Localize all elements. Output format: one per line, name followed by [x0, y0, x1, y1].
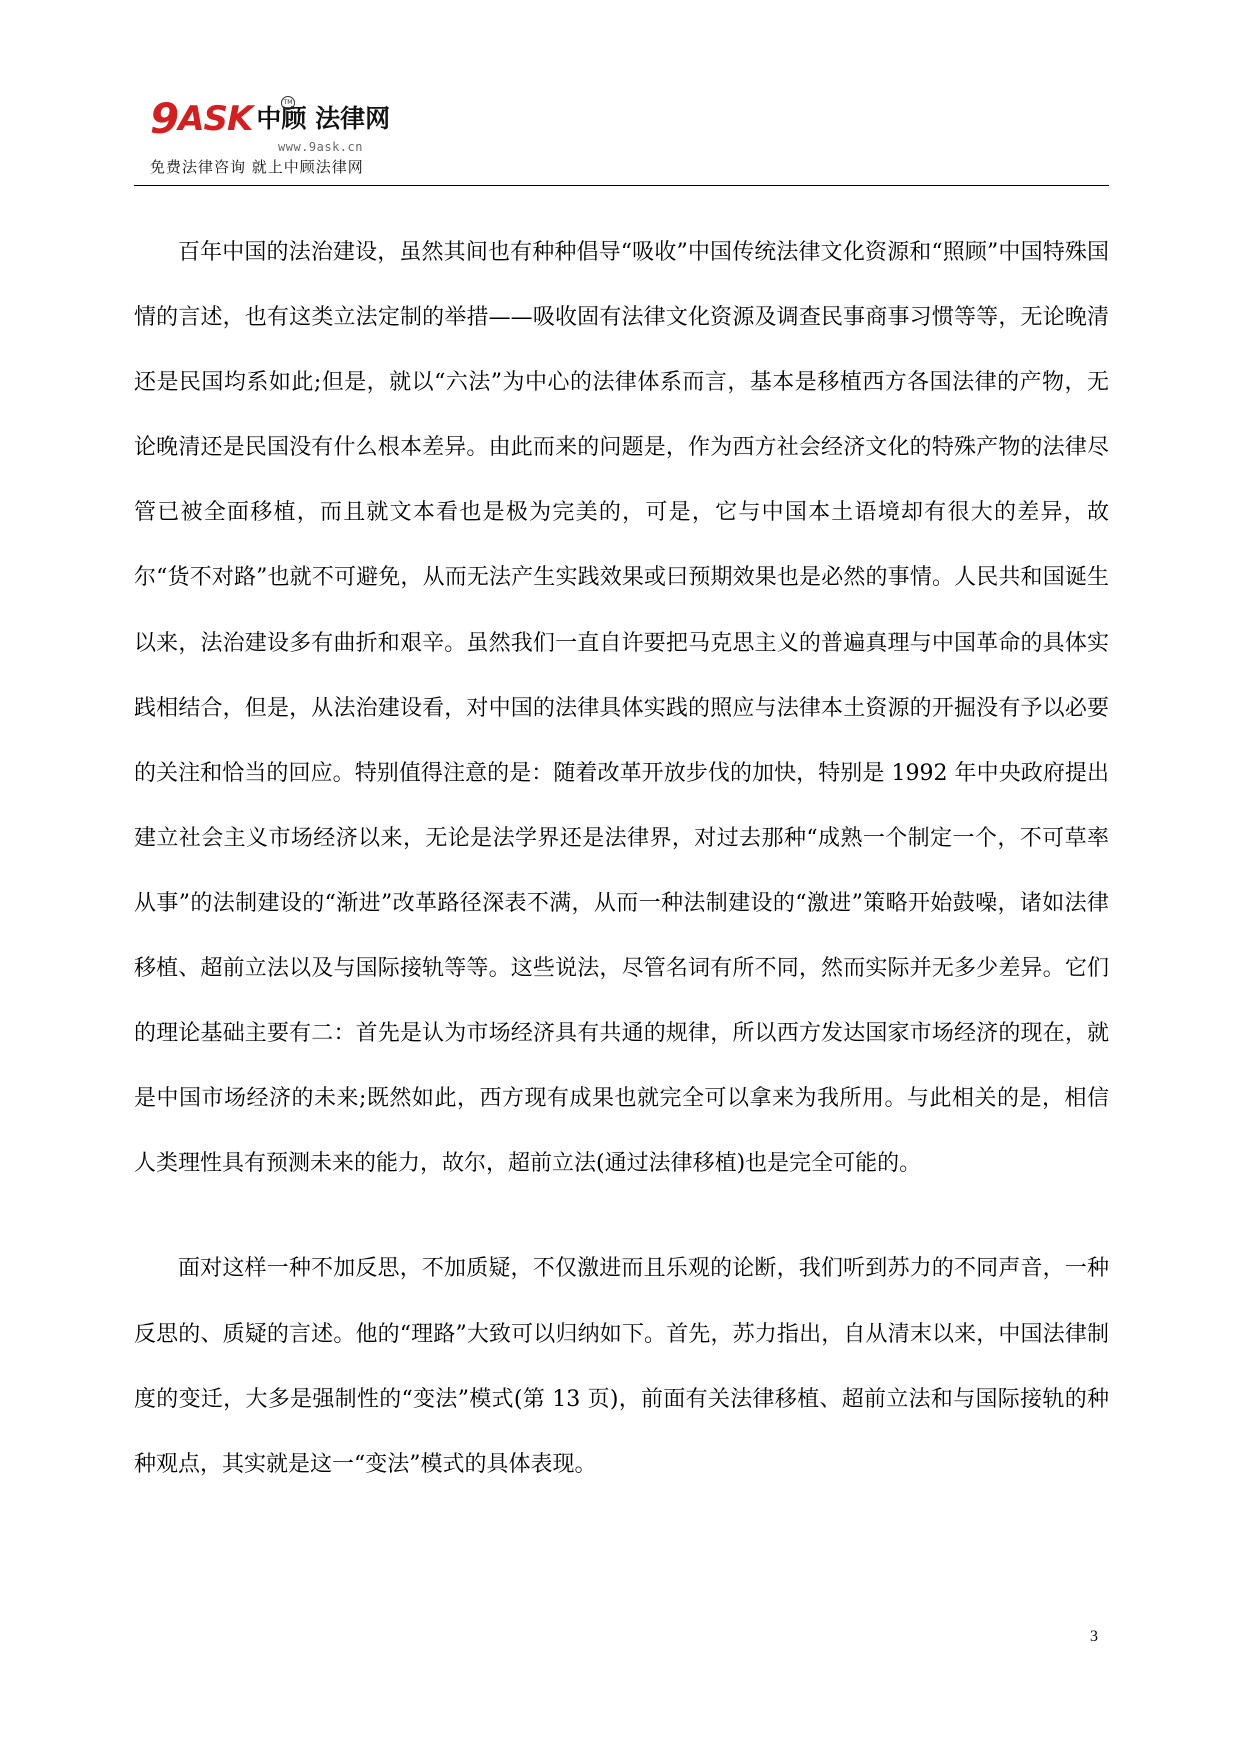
- site-logo[interactable]: [150, 96, 430, 178]
- paragraph-2: 面对这样一种不加反思，不加质疑，不仅激进而且乐观的论断，我们听到苏力的不同声音，一种反思的、质疑的言述。他的“理路”大致可以归纳如下。首先，苏力指出，自从清末以来，中国法律制度的变迁，大多是强制性的“变法”模式(第 13 页)，前面有关法律移植、超前立法和与国际接轨的种种观点，其实就是这一“变法”模式的具体表现。: [134, 1256, 1109, 1477]
- logo-ask: ASK: [178, 99, 253, 139]
- logo-slogan: 免费法律咨询 就上中顾法律网: [150, 158, 364, 176]
- logo-mark: 9: [150, 94, 178, 143]
- page-number: 3: [1090, 1628, 1098, 1645]
- header-divider: [134, 185, 1109, 186]
- logo-chinese-name: 中顾 法律网: [256, 104, 391, 133]
- paragraph-spacer: [134, 1196, 1109, 1236]
- logo-wordmark: [150, 96, 390, 142]
- paragraph-1: 百年中国的法治建设，虽然其间也有种种倡导“吸收”中国传统法律文化资源和“照顾”中国特殊国情的言述，也有这类立法定制的举措——吸收固有法律文化资源及调查民事商事习惯等等，无论晚清还是民国均系如此;但是，就以“六法”为中心的法律体系而言，基本是移植西方各国法律的产物，无论晚清还是民国没有什么根本差异。由此而来的问题是，作为西方社会经济文化的特殊产物的法律尽管已被全面移植，而且就文本看也是极为完美的，可是，它与中国本土语境却有很大的差异，故尔“货不对路”也就不可避免，从而无法产生实践效果或曰预期效果也是必然的事情。人民共和国诞生以来，法治建设多有曲折和艰辛。虽然我们一直自许要把马克思主义的普遍真理与中国革命的具体实践相结合，但是，从法治建设看，对中国的法律具体实践的照应与法律本土资源的开掘没有予以必要的关注和恰当的回应。特别值得注意的是：随着改革开放步伐的加快，特别是 1992 年中央政府提出建立社会主义市场经济以来，无论是法学界还是法律界，对过去那种“成熟一个制定一个，不可草率从事”的法制建设的“渐进”改革路径深表不满，从而一种法制建设的“激进”策略开始鼓噪，诸如法律移植、超前立法以及与国际接轨等等。这些说法，尽管名词有所不同，然而实际并无多少差异。它们的理论基础主要有二：首先是认为市场经济具有共通的规律，所以西方发达国家市场经济的现在，就是中国市场经济的未来;既然如此，西方现有成果也就完全可以拿来为我所用。与此相关的是，相信人类理性具有预测未来的能力，故尔，超前立法(通过法律移植)也是完全可能的。: [134, 240, 1109, 1177]
- trademark-icon: TM: [281, 96, 295, 110]
- body-text: [134, 220, 1109, 1497]
- logo-url: www.9ask.cn: [278, 140, 363, 154]
